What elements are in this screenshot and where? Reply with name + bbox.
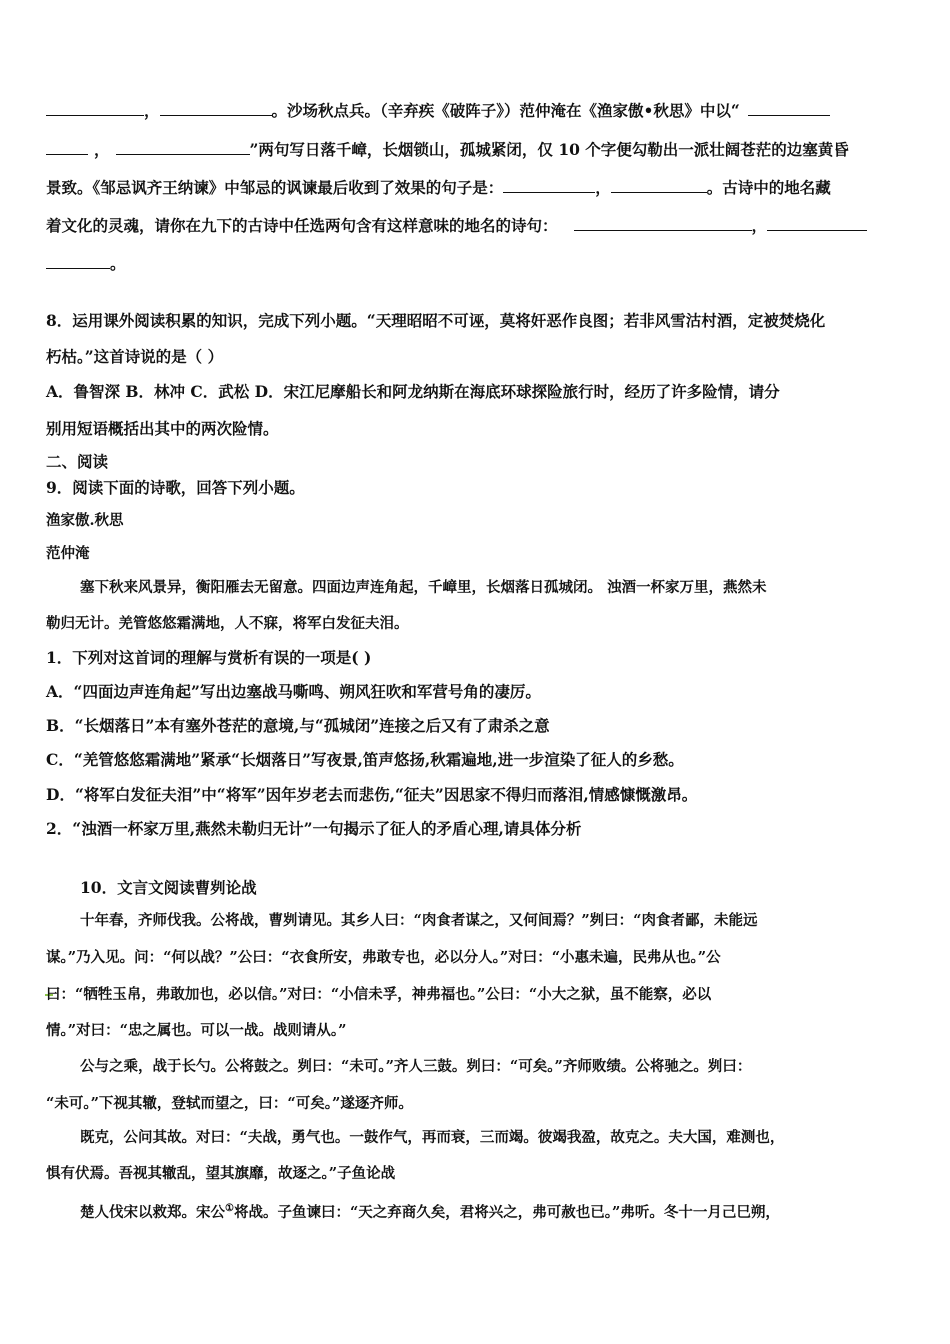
- q10-title: 10．文言文阅读曹刿论战: [80, 878, 257, 897]
- answer-blank[interactable]: [46, 101, 144, 116]
- q8-line-4: 别用短语概括出其中的两次险情。: [46, 419, 279, 438]
- answer-blank[interactable]: [160, 101, 272, 116]
- poem-author: 范仲淹: [46, 545, 90, 562]
- q10-p1-line-4: 情。”对曰：“忠之属也。可以一战。战则请从。”: [46, 1022, 347, 1039]
- poem-line-2: 勒归无计。羌管悠悠霜满地，人不寐，将军白发征夫泪。: [46, 615, 409, 632]
- q10-p1-line-1: 十年春，齐师伐我。公将战，曹刿请见。其乡人曰：“肉食者谋之，又何间焉？”刿曰：“肉食者鄙，未能远: [80, 912, 758, 929]
- q7-line-1: ， 。沙场秋点兵。（辛弃疾《破阵子》）范仲淹在《渔家傲•秋思》中以“: [46, 101, 906, 121]
- answer-blank[interactable]: [767, 216, 867, 231]
- section-heading: 二、阅读: [46, 452, 109, 471]
- q10-p2-line-1: 公与之乘，战于长勺。公将鼓之。刿曰：“未可。”齐人三鼓。刿曰：“可矣。”齐师败绩。公将驰之。刿曰：: [80, 1058, 752, 1075]
- q10-p1-line-3: 曰：“牺牲玉帛，弗敢加也，必以信。”对曰：“小信未孚，神弗福也。”公曰：“小大之狱，虽不能察，必以: [46, 986, 712, 1003]
- q10-p4-line-1: 楚人伐宋以救郑。宋公①将战。子鱼谏曰：“天之弃商久矣，君将兴之，弗可赦也已。”弗听。冬十一月己巳朔，: [80, 1203, 780, 1221]
- answer-blank[interactable]: [46, 254, 110, 269]
- q9-option-d: D．“将军白发征夫泪”中“将军”因年岁老去而悲伤,“征夫”因思家不得归而落泪,情感慷慨激昂。: [46, 785, 698, 804]
- q7-line-5: 。: [46, 254, 906, 274]
- q10-p2-line-2: “未可。”下视其辙，登轼而望之，曰：“可矣。”遂逐齐师。: [46, 1095, 413, 1112]
- poem-line-1: 塞下秋来风景异，衡阳雁去无留意。四面边声连角起，千嶂里，长烟落日孤城闭。 浊酒一杯家万里，燕然未: [80, 579, 767, 596]
- q9-sub-1: 1．下列对这首词的理解与赏析有误的一项是( ): [46, 648, 372, 667]
- q10-p1-line-2: 谋。”乃入见。问：“何以战？”公曰：“衣食所安，弗敢专也，必以分人。”对曰：“小惠未遍，民弗从也。”公: [46, 949, 721, 966]
- q7-line-3: 景致。《邹忌讽齐王纳谏》中邹忌的讽谏最后收到了效果的句子是： ， 。古诗中的地名藏: [46, 178, 831, 197]
- answer-blank[interactable]: [46, 140, 88, 155]
- q9-option-b: B．“长烟落日”本有塞外苍茫的意境,与“孤城闭”连接之后又有了肃杀之意: [46, 716, 550, 735]
- answer-blank[interactable]: [748, 101, 830, 116]
- q7-line-2: ， ”两句写日落千嶂，长烟锁山，孤城紧闭，仅 10 个字便勾勒出一派壮阔苍茫的边塞黄昏: [46, 140, 906, 160]
- answer-blank[interactable]: [116, 140, 250, 155]
- q8-line-3: A．鲁智深 B．林冲 C．武松 D．宋江尼摩船长和阿龙纳斯在海底环球探险旅行时，经历了许多险情，请分: [46, 382, 780, 401]
- answer-blank[interactable]: [611, 178, 707, 193]
- answer-blank[interactable]: [574, 216, 752, 231]
- q10-p3-line-2: 惧有伏焉。吾视其辙乱，望其旗靡，故逐之。”子鱼论战: [46, 1165, 396, 1182]
- q8-line-2: 朽枯。”这首诗说的是（ ）: [46, 347, 224, 366]
- q9-intro: 9．阅读下面的诗歌，回答下列小题。: [46, 478, 305, 497]
- q8-line-1: 8．运用课外阅读积累的知识，完成下列小题。“天理昭昭不可诬，莫将奸恶作良图；若非风雪沽村酒，定被焚烧化: [46, 311, 826, 330]
- poem-title: 渔家傲.秋思: [46, 512, 124, 529]
- q9-sub-2: 2．“浊酒一杯家万里,燕然未勒归无计”一句揭示了征人的矛盾心理,请具体分析: [46, 819, 582, 838]
- q9-option-c: C．“羌管悠悠霜满地”紧承“长烟落日”写夜景,笛声悠扬,秋霜遍地,进一步渲染了征人的乡愁。: [46, 750, 684, 769]
- q10-p3-line-1: 既克，公问其故。对曰：“夫战，勇气也。一鼓作气，再而衰，三而竭。彼竭我盈，故克之。夫大国，难测也，: [80, 1129, 785, 1146]
- q7-line-4: 着文化的灵魂，请你在九下的古诗中任选两句含有这样意味的地名的诗句： ，: [46, 216, 906, 236]
- q9-option-a: A．“四面边声连角起”写出边塞战马嘶鸣、朔风狂吹和军营号角的凄厉。: [46, 682, 541, 701]
- answer-blank[interactable]: [503, 178, 595, 193]
